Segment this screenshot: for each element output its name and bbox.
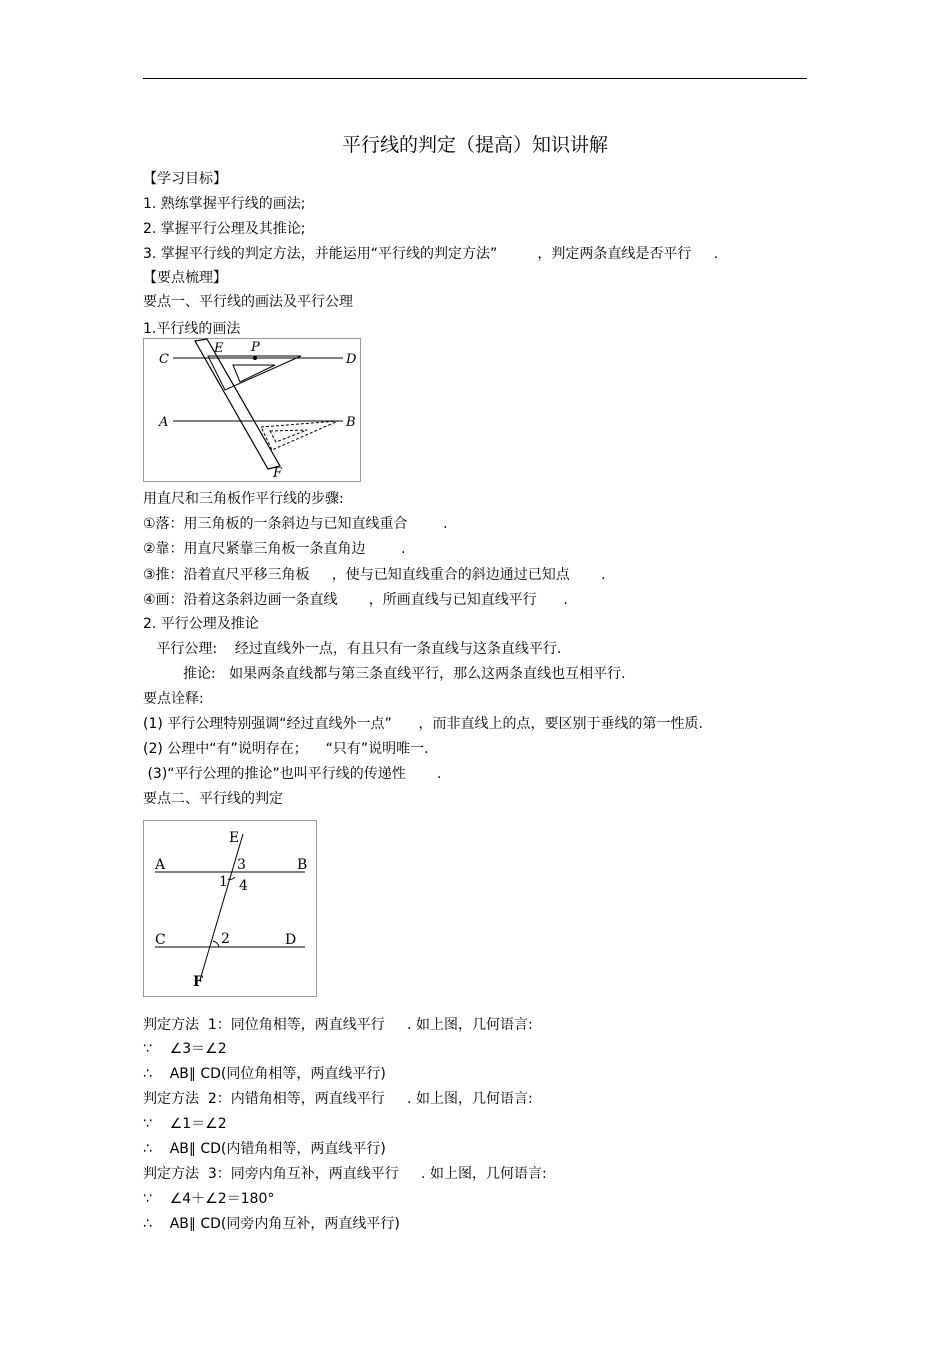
figure-ruler-triangle	[143, 338, 361, 482]
note-2: (2) 公理中“有”说明存在； “只有”说明唯一.	[143, 741, 429, 757]
method-1-therefore: ∴ AB∥ CD(同位角相等，两直线平行)	[143, 1066, 386, 1082]
step-4: ④画：沿着这条斜边画一条直线 ，所画直线与已知直线平行 .	[143, 592, 568, 608]
method-1-because: ∵ ∠3＝∠2	[143, 1041, 227, 1057]
header-rule	[143, 78, 807, 79]
method-3-because: ∵ ∠4＋∠2＝180°	[143, 1191, 275, 1207]
label-d: D	[285, 932, 297, 948]
label-a: A	[159, 415, 169, 430]
parallel-axiom: 平行公理: 经过直线外一点，有且只有一条直线与这条直线平行.	[143, 641, 562, 657]
subheading-drawing-method: 1.平行线的画法	[143, 321, 241, 337]
label-p: P	[251, 340, 260, 355]
method-2: 判定方法 2：内错角相等，两直线平行 . 如上图，几何语言:	[143, 1091, 533, 1107]
label-b: B	[297, 857, 308, 873]
step-2: ②靠：用直尺紧靠三角板一条直角边 .	[143, 541, 406, 557]
label-angle-3: 3	[237, 857, 246, 873]
note-3: (3)“平行公理的推论”也叫平行线的传递性 .	[143, 766, 442, 782]
label-e: E	[229, 830, 240, 846]
steps-intro: 用直尺和三角板作平行线的步骤:	[143, 491, 344, 507]
label-angle-4: 4	[239, 878, 248, 894]
label-e: E	[214, 341, 224, 356]
page-title: 平行线的判定（提高）知识讲解	[341, 134, 608, 156]
method-2-because: ∵ ∠1＝∠2	[143, 1116, 227, 1132]
axiom-corollary: 推论: 如果两条直线都与第三条直线平行，那么这两条直线也互相平行.	[143, 666, 626, 682]
method-2-therefore: ∴ AB∥ CD(内错角相等，两直线平行)	[143, 1141, 386, 1157]
key-point-1-heading: 要点一、平行线的画法及平行公理	[143, 294, 353, 310]
label-c: C	[155, 932, 166, 948]
objective-1: 1. 熟练掌握平行线的画法;	[143, 196, 306, 212]
label-a: A	[155, 857, 166, 873]
method-3: 判定方法 3：同旁内角互补，两直线平行 . 如上图，几何语言:	[143, 1166, 547, 1182]
notes-heading: 要点诠释:	[143, 691, 204, 707]
objective-2: 2. 掌握平行公理及其推论;	[143, 221, 306, 237]
key-point-2-heading: 要点二、平行线的判定	[143, 791, 283, 807]
objective-3: 3. 掌握平行线的判定方法，并能运用“平行线的判定方法” ，判定两条直线是否平行 .	[143, 246, 719, 262]
step-1: ①落：用三角板的一条斜边与已知直线重合 .	[143, 516, 448, 532]
subheading-parallel-axiom: 2. 平行公理及推论	[143, 616, 259, 632]
method-1: 判定方法 1：同位角相等，两直线平行 . 如上图，几何语言:	[143, 1017, 533, 1033]
label-d: D	[346, 352, 357, 367]
label-b: B	[346, 415, 356, 430]
section-heading-objectives: 【学习目标】	[143, 171, 227, 187]
label-f: F	[193, 974, 203, 990]
figure-transversal-angles	[143, 820, 317, 997]
note-1: (1) 平行公理特别强调“经过直线外一点” ，而非直线上的点，要区别于垂线的第一性质.	[143, 716, 703, 732]
label-c: C	[159, 352, 169, 367]
method-3-therefore: ∴ AB∥ CD(同旁内角互补，两直线平行)	[143, 1216, 400, 1232]
label-f: F	[273, 466, 283, 481]
section-heading-key-points: 【要点梳理】	[143, 270, 227, 286]
step-3: ③推：沿着直尺平移三角板 ，使与已知直线重合的斜边通过已知点 .	[143, 567, 606, 583]
label-angle-1: 1	[219, 874, 228, 890]
label-angle-2: 2	[221, 931, 230, 947]
